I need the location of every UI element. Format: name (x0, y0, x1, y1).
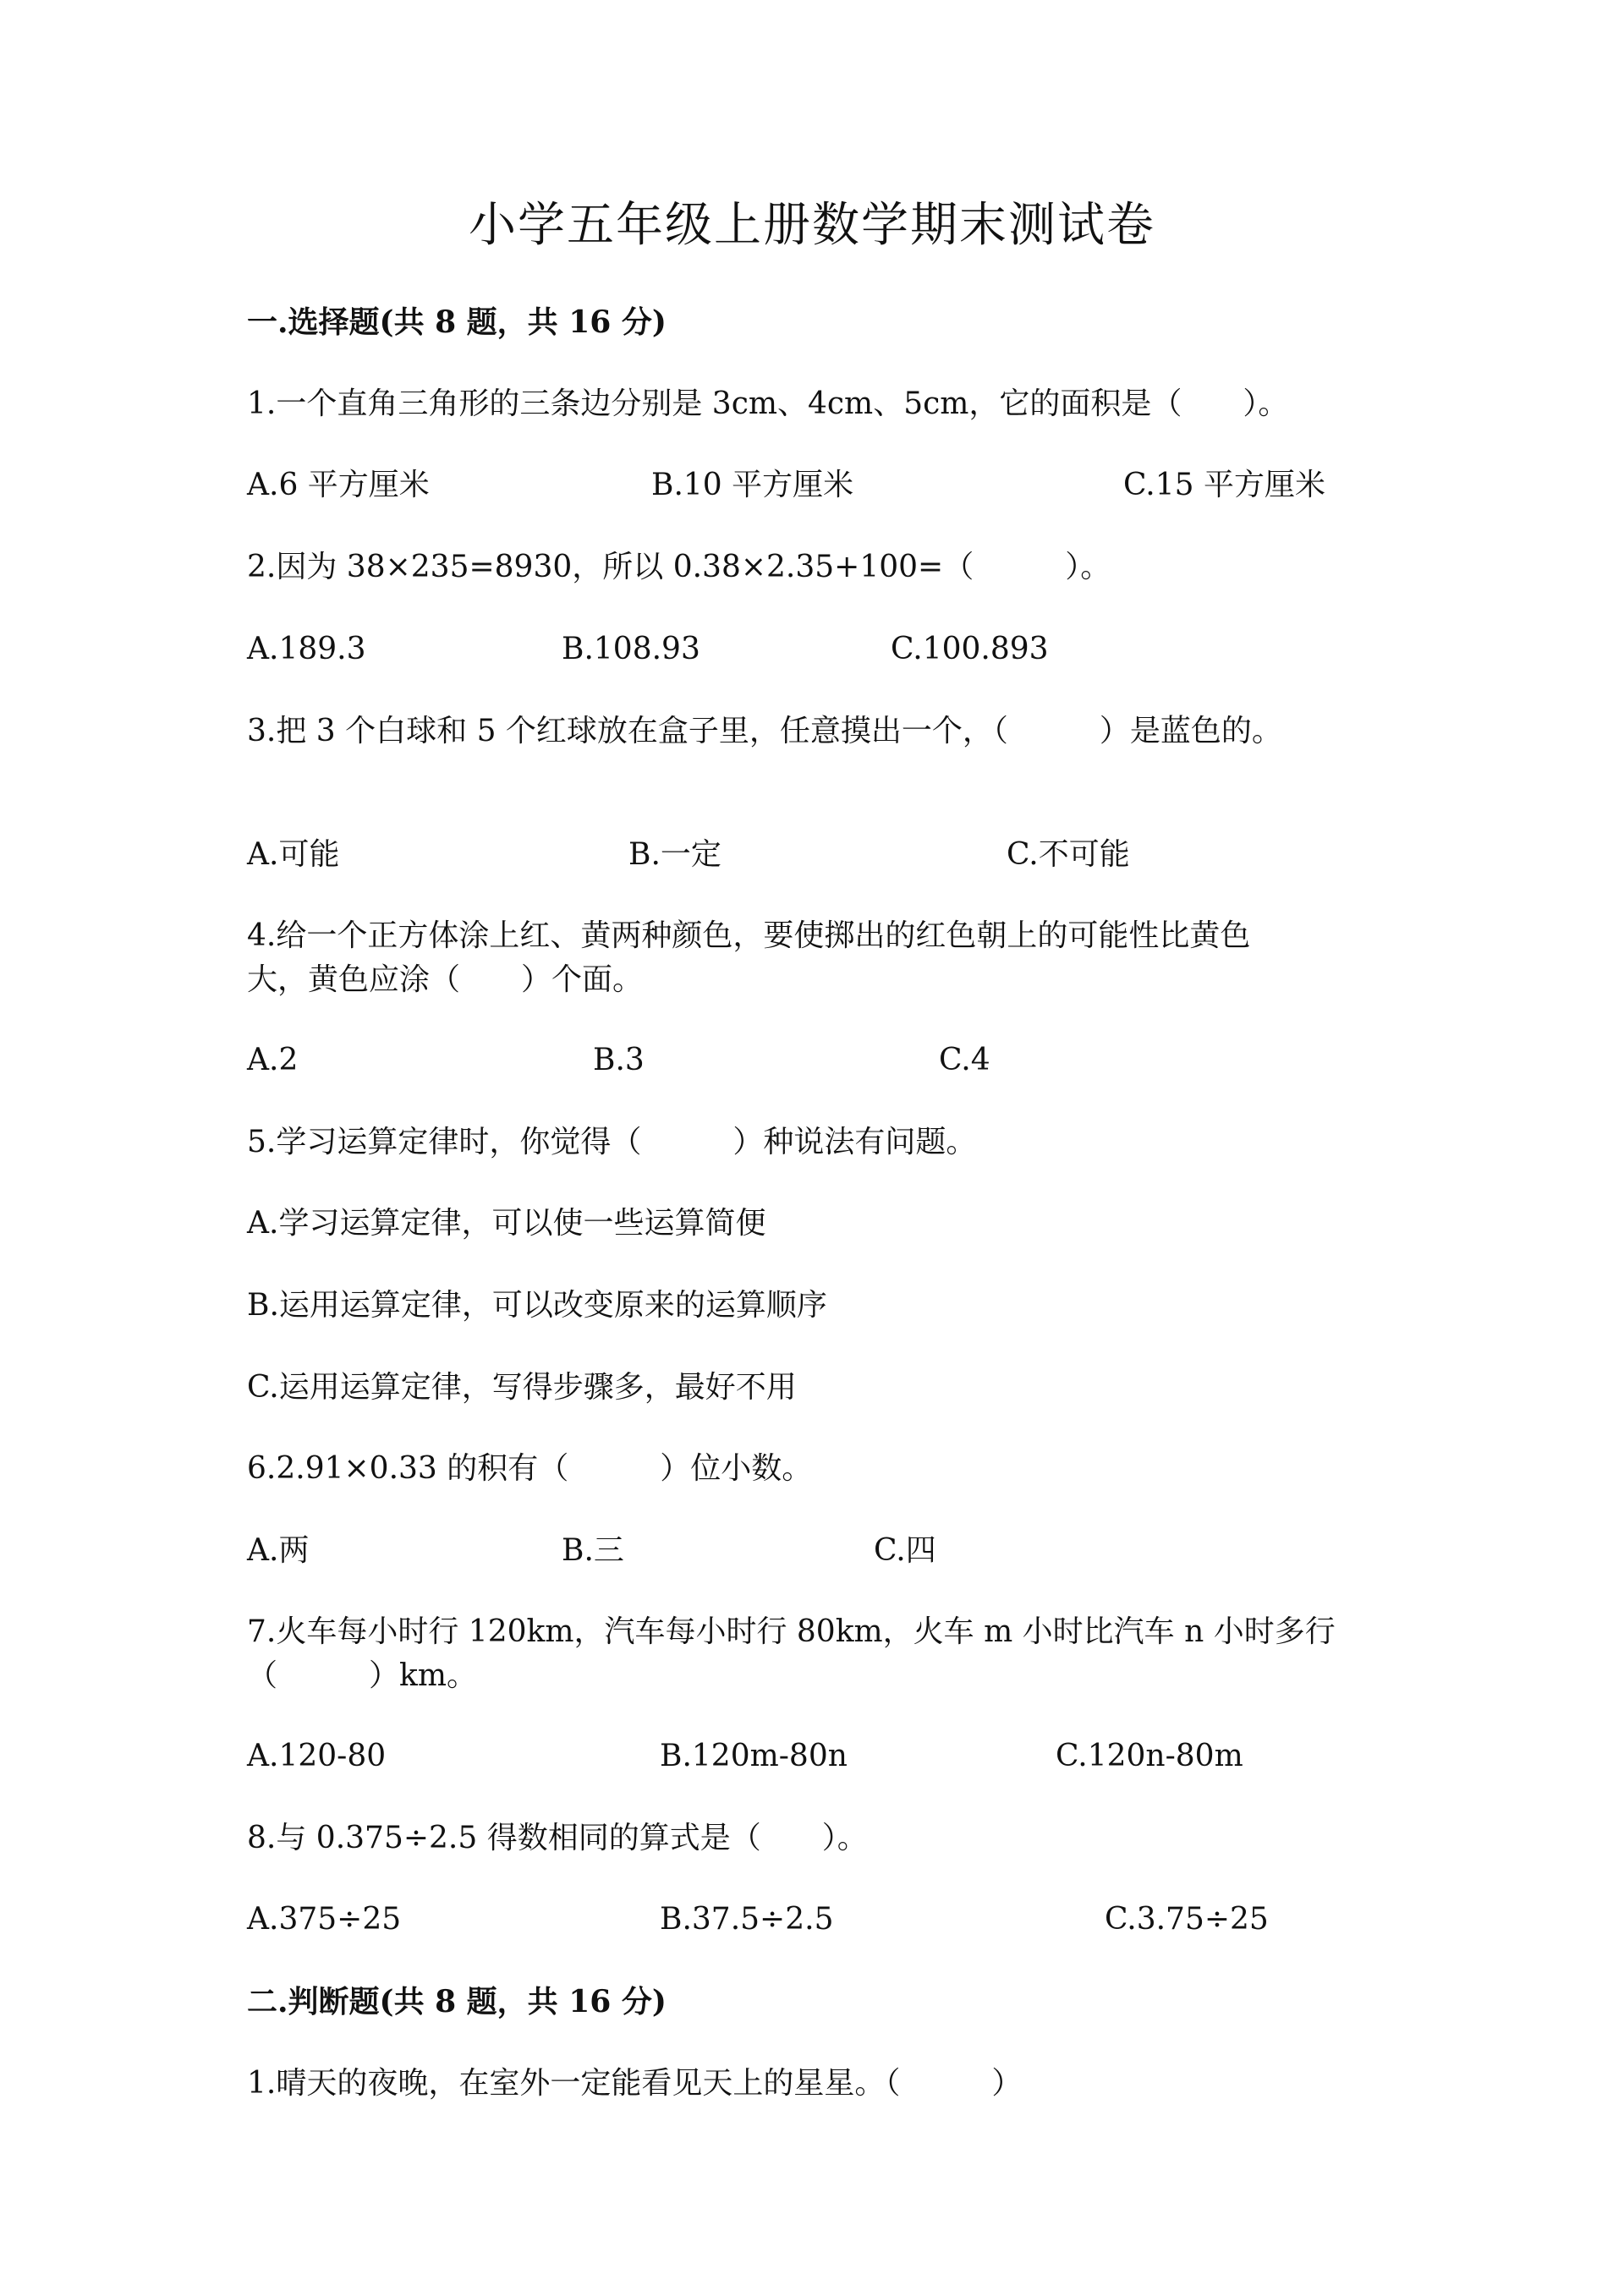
question-stem-continued: 大，黄色应涂（ ）个面。 (247, 962, 644, 997)
option-b: B.3 (593, 1043, 645, 1077)
option-b: B.一定 (628, 837, 721, 872)
option-b: B.37.5÷2.5 (660, 1902, 834, 1937)
option-a: A.学习运算定律，可以使一些运算简便 (247, 1206, 766, 1241)
option-c: C.3.75÷25 (1105, 1902, 1269, 1937)
option-a: A.2 (247, 1043, 299, 1077)
question-stem-continued: （ ）km。 (247, 1658, 477, 1693)
question-stem: 1.一个直角三角形的三条边分别是 3cm、4cm、5cm，它的面积是（ ）。 (247, 386, 1289, 421)
option-a: A.189.3 (247, 632, 366, 666)
section-header: 二.判断题(共 8 题，共 16 分) (247, 1984, 667, 2019)
question-stem: 3.把 3 个白球和 5 个红球放在盒子里，任意摸出一个，（ ）是蓝色的。 (247, 714, 1282, 748)
option-c: C.15 平方厘米 (1123, 468, 1325, 502)
option-a: A.120-80 (247, 1739, 387, 1773)
page-title: 小学五年级上册数学期末测试卷 (469, 198, 1155, 253)
option-b: B.运用运算定律，可以改变原来的运算顺序 (247, 1288, 827, 1323)
question-stem: 8.与 0.375÷2.5 得数相同的算式是（ ）。 (247, 1821, 868, 1855)
option-a: A.可能 (247, 837, 340, 872)
option-c: C.120n-80m (1056, 1739, 1243, 1773)
question-stem: 4.给一个正方体涂上红、黄两种颜色，要使掷出的红色朝上的可能性比黄色 (247, 918, 1251, 953)
option-b: B.三 (562, 1533, 624, 1568)
option-c: C.4 (939, 1043, 990, 1077)
option-a: A.6 平方厘米 (247, 468, 430, 502)
option-b: B.108.93 (562, 632, 700, 666)
option-c: C.运用运算定律，写得步骤多，最好不用 (247, 1370, 797, 1405)
option-b: B.10 平方厘米 (651, 468, 854, 502)
question-stem: 6.2.91×0.33 的积有（ ）位小数。 (247, 1451, 813, 1486)
question-stem: 5.学习运算定律时，你觉得（ ）种说法有问题。 (247, 1125, 977, 1159)
question-stem: 7.火车每小时行 120km，汽车每小时行 80km，火车 m 小时比汽车 n 小时多行 (247, 1614, 1336, 1649)
option-c: C.不可能 (1007, 837, 1130, 872)
option-a: A.两 (247, 1533, 310, 1568)
option-c: C.100.893 (891, 632, 1049, 666)
option-c: C.四 (874, 1533, 936, 1568)
option-a: A.375÷25 (247, 1902, 402, 1937)
section-header: 一.选择题(共 8 题，共 16 分) (247, 304, 667, 340)
option-b: B.120m-80n (660, 1739, 848, 1773)
question-stem: 2.因为 38×235=8930，所以 0.38×2.35+100=（ ）。 (247, 550, 1111, 584)
question-stem: 1.晴天的夜晚，在室外一定能看见天上的星星。（ ） (247, 2066, 1023, 2101)
